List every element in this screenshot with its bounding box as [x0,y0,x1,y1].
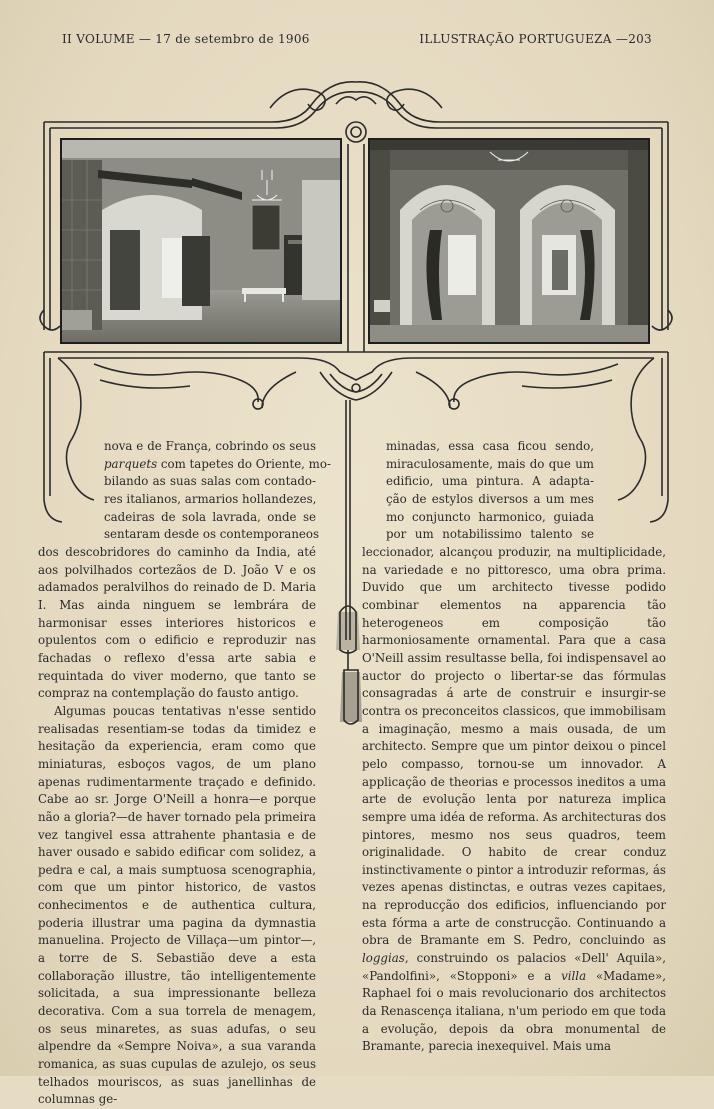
italic-term: parquets [104,456,158,471]
arched-doorways-photo [368,138,650,344]
paragraph-part: leccionador, alcançou produzir, na multiplicidade, na variedade e no pittoresco, uma obra prima. Duvido que um architecto tivesse podido combinar elementos na apparencia tão heterogeneos em composição tão harmoniosamente ornamental. Para que a casa O'Neill assim resultasse bella, foi indispensavel ao auctor do projecto o libertar-se das fórmulas consagradas á arte de construir e insurgir-se contra os preconceitos classicos, que immobilisam a imaginação, mesmo a mais ousada, de um architecto. Sempre que um pintor deixou o pincel pelo compasso, tornou-se um innovador. A applicação de theorias e processos ineditos a uma arte de evolução lenta por natureza implica sempre uma idéa de reforma. As architecturas dos pintores, mesmo nos seus quadros, teem originalidade. O habito de crear conduz instinctivamente o pintor a introduzir reformas, ás vezes apenas distinctas, e outras vezes capitaes, na reproducção dos edificios, influenciando por esta fórma a arte de construcção. Continuando a obra de Bramante em S. Pedro, concluindo as [362,545,666,948]
header-publication-page: ILLUSTRAÇÃO PORTUGUEZA —203 [419,32,652,46]
right-column-intro [386,438,594,544]
paragraph-part: «Madame», Raphael foi o mais revolucionario dos architectos da Renascença italiana, n'um periodo em que toda a evolução, depois da obra monumental de Bramante, parecia inexequivel. Mais uma [362,968,666,1054]
text-line: res italianos, armarios hollandezes, [104,491,317,506]
text-line [104,456,331,474]
text-line: mo conjuncto harmonico, guiada [386,509,594,524]
italic-term: villa [561,968,587,983]
paragraph-part: , construindo os palacios «Dell' Aquila», «Pandolfini», «Stopponi» e a [362,951,666,983]
paragraph [362,544,666,1056]
left-column-body [38,544,316,1109]
text-line-rest: com tapetes do Oriente, mo- [160,456,331,471]
text-line: miraculosamente, mais do que um [386,456,594,471]
right-column-body [362,544,666,1056]
text-line: edificio, uma pintura. A adapta- [386,474,594,489]
italic-term: loggias [362,951,405,966]
header-volume-date: II VOLUME — 17 de setembro de 1906 [62,32,310,46]
text-line: nova e de França, cobrindo os seus [104,439,316,453]
text-line: bilando as suas salas com contado- [104,474,316,489]
text-line: cadeiras de sola lavrada, onde se [104,509,316,524]
text-line: sentaram desde os contemporaneos [104,527,320,542]
text-line: ção de estylos diversos a um mes [386,491,594,506]
text-line: por um notabilissimo talento se [386,527,594,542]
text-line: minadas, essa casa ficou sendo, [386,439,594,453]
paragraph: dos descobridores do caminho da India, até aos polvilhados cortezãos de D. João V e os adamados peralvilhos do reinado de D. Maria I. Mas ainda ninguem se lembrára de harmonisar esses interiores historicos e opulentos com o edificio e reproduzir nas fachadas o reflexo d'essa arte sabia e requintada do viver moderno, que tanto se compraz na contemplação do fausto antigo. [38,545,316,701]
salon-interior-photo [60,138,342,344]
paragraph: Algumas poucas tentativas n'esse sentido realisadas resentiam-se todas da timidez e hesitação da experiencia, eram como que miniaturas, esboços vagos, de um plano apenas rudimentarmente traçado e definido. Cabe ao sr. Jorge O'Neill a honra—e porque não a gloria?—de haver tornado pela primeira vez tangivel essa attrahente phantasia e de haver ousado e sabido edificar com solidez, a pedra e cal, a mais sumptuosa scenographia, com que um pintor historico, de vastos conhecimentos e de authentica cultura, poderia illustrar uma pagina da dymnastia manuelina. Projecto de Villaça—um pintor—, a torre de S. Sebastião deve a esta collaboração illustre, tão intelligentemente solicitada, a sua impressionante belleza decorativa. Com a sua torrela de menagem, os seus minaretes, as suas adufas, o seu alpendre da «Sempre Noiva», a sua varanda romanica, as suas cupulas de azulejo, os seus telhados mouriscos, as suas janellinhas de columnas ge- [38,703,316,1107]
left-column-intro [104,438,331,544]
